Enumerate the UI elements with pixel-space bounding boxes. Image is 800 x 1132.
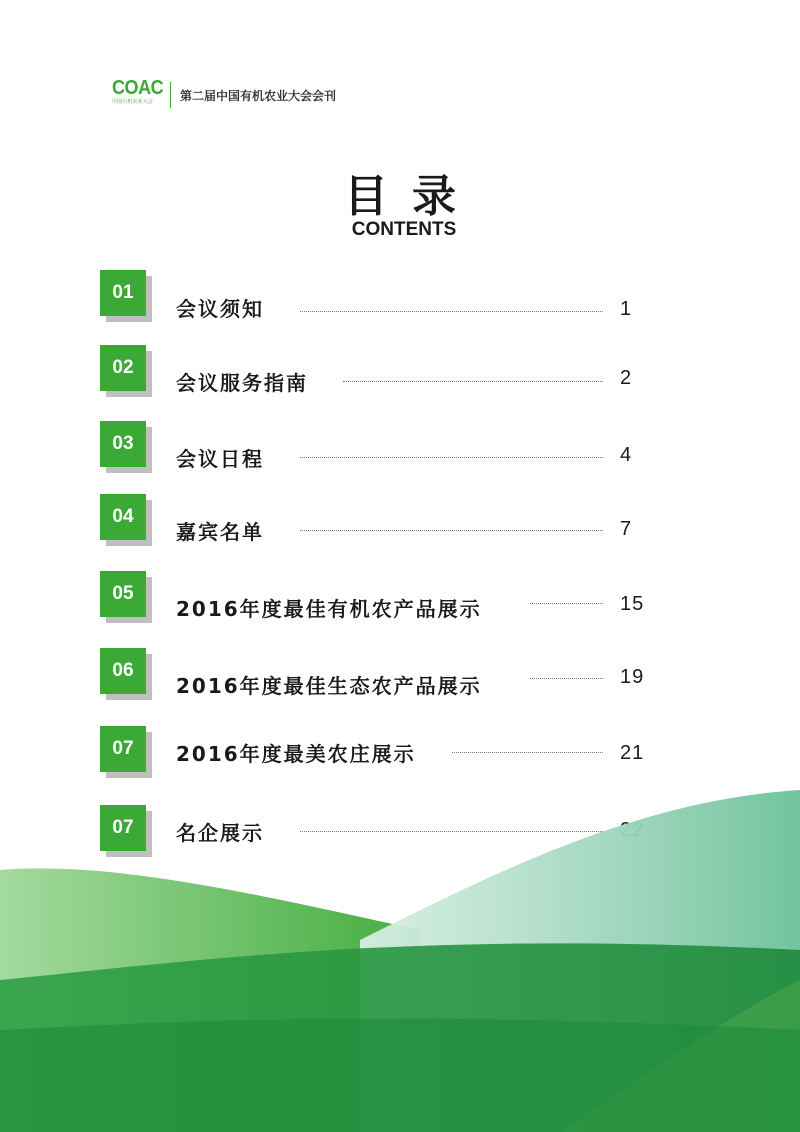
toc-label: 2016年度最美农庄展示 [176, 742, 416, 766]
toc-page-number: 21 [620, 742, 645, 764]
toc-number-badge: 05 [100, 571, 146, 617]
toc-page-number: 19 [620, 666, 645, 688]
toc-label: 2016年度最佳生态农产品展示 [176, 674, 482, 698]
toc-number-badge: 07 [100, 726, 146, 772]
toc-label: 会议日程 [176, 447, 264, 471]
toc-label: 会议须知 [176, 297, 264, 321]
toc-label: 2016年度最佳有机农产品展示 [176, 597, 482, 621]
toc-number-badge: 06 [100, 648, 146, 694]
page-title: 目录 [344, 171, 480, 222]
logo-text: COAC [112, 77, 164, 99]
toc-leader [343, 381, 603, 382]
toc-number-badge: 03 [100, 421, 146, 467]
toc-label: 名企展示 [176, 821, 264, 845]
toc-page-number: 1 [620, 298, 633, 320]
toc-page-number: 4 [620, 444, 633, 466]
toc-page-number: 2 [620, 367, 633, 389]
toc-leader [300, 530, 603, 531]
toc-item[interactable] [100, 421, 660, 481]
toc-leader [300, 457, 603, 458]
toc-page-number: 7 [620, 518, 633, 540]
toc-item[interactable] [100, 345, 660, 405]
publication-title: 第二届中国有机农业大会会刊 [180, 89, 337, 103]
toc-number-badge: 07 [100, 805, 146, 851]
toc-item[interactable] [100, 726, 660, 786]
toc-number-badge: 01 [100, 270, 146, 316]
toc-leader [530, 678, 603, 679]
toc-item[interactable] [100, 648, 660, 708]
logo-subtext: 中国有机农业大会 [112, 98, 153, 105]
toc-item[interactable] [100, 270, 660, 330]
toc-leader [530, 603, 603, 604]
toc-page-number: 15 [620, 593, 645, 615]
page-subtitle: CONTENTS [351, 219, 457, 240]
toc-label: 会议服务指南 [176, 371, 308, 395]
decorative-green-waves [0, 780, 800, 1132]
toc-item[interactable] [100, 494, 660, 554]
toc-number-badge: 04 [100, 494, 146, 540]
toc-leader [452, 752, 603, 753]
toc-label: 嘉宾名单 [176, 520, 264, 544]
toc-number-badge: 02 [100, 345, 146, 391]
toc-leader [300, 311, 603, 312]
toc-item[interactable] [100, 571, 660, 631]
